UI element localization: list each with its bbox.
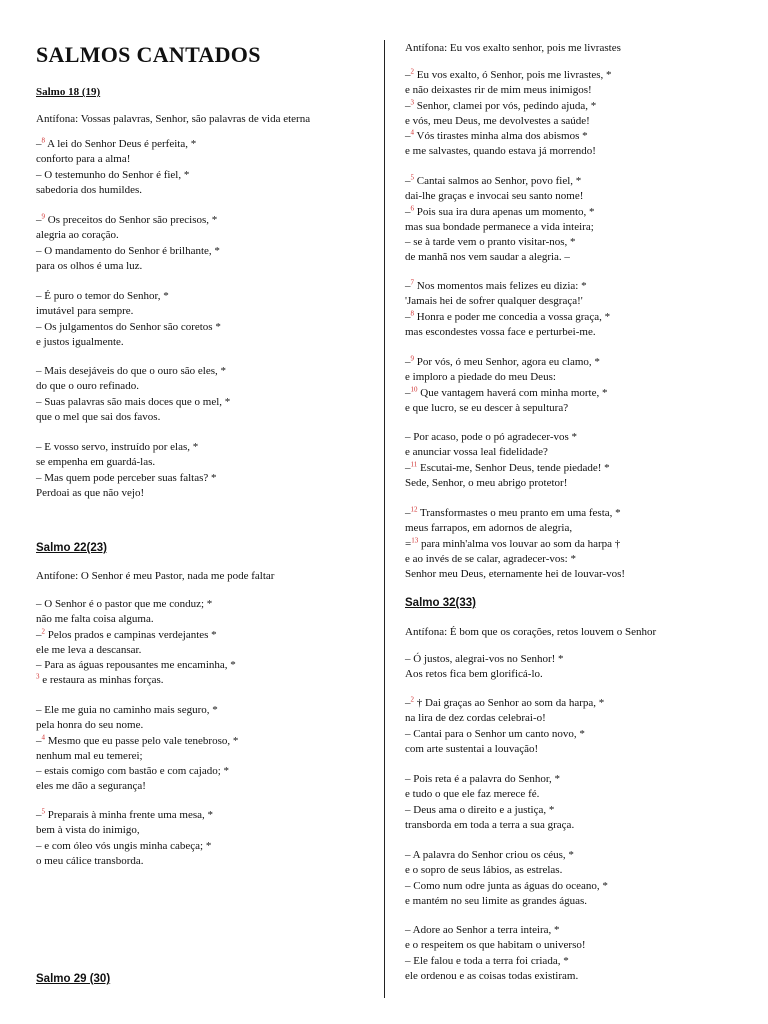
verse-line: ele me leva a descansar. — [36, 643, 142, 656]
verse-number: 2 — [410, 695, 414, 704]
verse-number: 2 — [410, 67, 414, 76]
verse-line: =$^{13}$ para minh'alma vos louvar ao som da harpa † — [405, 535, 621, 550]
verse-line: e não deixastes rir de mim meus inimigos! — [405, 84, 592, 97]
psalm-22-stanza-2 — [36, 703, 238, 795]
verse-number: 8 — [41, 136, 45, 145]
verse-line: – O testemunho do Senhor é fiel, * — [36, 168, 190, 181]
verse-line: – Para as águas repousantes me encaminha, * — [36, 659, 236, 672]
verse-line: –$^{11}$ Escutai-me, Senhor Deus, tende piedade! * — [405, 459, 610, 474]
verse-line: ele ordenou e as coisas todas existiram. — [405, 969, 579, 982]
psalm-29-stanza-1 — [405, 68, 612, 160]
psalm-18-stanza-2 — [36, 213, 220, 274]
verse-line: para os olhos é uma luz. — [36, 259, 143, 272]
verse-line: do que o ouro refinado. — [36, 380, 139, 393]
verse-line: – se à tarde vem o pranto visitar-nos, * — [405, 236, 576, 249]
verse-line: – Ó justos, alegrai-vos no Senhor! * — [405, 653, 564, 665]
verse-line: na lira de dez cordas celebrai-o! — [405, 712, 546, 725]
verse-line: mas escondestes vossa face e perturbei-me. — [405, 325, 596, 338]
verse-line: –$^4$ Vós tirastes minha alma dos abismos * — [405, 128, 588, 143]
verse-line: Senhor meu Deus, eternamente hei de louvar-vos! — [405, 568, 626, 581]
psalm-32-stanza-3 — [405, 772, 574, 833]
verse-line: e o respeitem os que habitam o universo! — [405, 939, 586, 952]
verse-line: – O Senhor é o pastor que me conduz; * — [36, 598, 213, 610]
verse-line: –$^2$ † Dai graças ao Senhor ao som da harpa, * — [405, 695, 605, 709]
psalm-29-stanza-6 — [405, 506, 625, 582]
verse-line: Aos retos fica bem glorificá-lo. — [405, 668, 543, 681]
verse-number: 6 — [410, 203, 414, 212]
verse-line: – Ele falou e toda a terra foi criada, * — [405, 954, 569, 967]
verse-line: Sede, Senhor, o meu abrigo protetor! — [405, 476, 568, 489]
verse-line: –$^2$ Eu vos exalto, ó Senhor, pois me livrastes, * — [405, 67, 612, 81]
verse-line: e imploro a piedade do meu Deus: — [405, 371, 556, 384]
verse-number: 7 — [410, 278, 414, 287]
psalm-29-stanza-5 — [405, 430, 610, 491]
verse-number: 9 — [41, 212, 45, 221]
verse-line: – Mas quem pode perceber suas faltas? * — [36, 471, 217, 484]
verse-line: e mantém no seu limite as grandes águas. — [405, 894, 588, 907]
verse-line: alegria ao coração. — [36, 229, 119, 242]
verse-line: $^3$ e restaura as minhas forças. — [36, 672, 164, 687]
verse-number: 4 — [41, 732, 45, 741]
verse-line: – A palavra do Senhor criou os céus, * — [405, 849, 574, 861]
psalm-29-stanza-4 — [405, 355, 608, 416]
verse-line: –$^3$ Senhor, clamei por vós, pedindo ajuda, * — [405, 97, 597, 112]
verse-line: –$^6$ Pois sua ira dura apenas um momento, * — [405, 203, 595, 218]
verse-number: 3 — [36, 672, 40, 681]
verse-line: – É puro o temor do Senhor, * — [36, 290, 169, 302]
verse-line: transborda em toda a terra a sua graça. — [405, 818, 575, 831]
verse-line: –$^5$ Cantai salmos ao Senhor, povo fiel, * — [405, 173, 582, 187]
verse-number: 2 — [41, 626, 45, 635]
verse-line: e anunciar vossa leal fidelidade? — [405, 446, 548, 459]
verse-line: e que lucro, se eu descer à sepultura? — [405, 401, 569, 414]
verse-line: imutável para sempre. — [36, 305, 134, 318]
verse-line: 'Jamais hei de sofrer qualquer desgraça!' — [405, 295, 583, 308]
verse-line: – Como num odre junta as águas do oceano, * — [405, 879, 608, 892]
verse-number: 3 — [410, 97, 414, 106]
verse-line: dai-lhe graças e invocai seu santo nome! — [405, 190, 584, 203]
psalm-18-stanza-5 — [36, 440, 217, 501]
psalm-18-antifona: Antífona: Vossas palavras, Senhor, são palavras de vida eterna — [36, 113, 311, 125]
verse-line: e tudo o que ele faz merece fé. — [405, 788, 540, 801]
psalm-22-heading: Salmo 22(23) — [36, 542, 107, 554]
psalm-29-stanza-2 — [405, 174, 595, 266]
verse-line: mas sua bondade permanece a vida inteira; — [405, 220, 594, 233]
verse-line: eles me dão a segurança! — [36, 780, 146, 793]
verse-line: pela honra do seu nome. — [36, 719, 144, 732]
verse-line: –$^{10}$ Que vantagem haverá com minha morte, * — [405, 384, 608, 399]
verse-line: –$^4$ Mesmo que eu passe pelo vale tenebroso, * — [36, 732, 239, 747]
verse-number: 9 — [410, 354, 414, 363]
verse-line: – Pois reta é a palavra do Senhor, * — [405, 773, 561, 785]
psalm-29-antifona: Antífona: Eu vos exalto senhor, pois me livrastes — [405, 42, 621, 54]
verse-line: e me salvastes, quando estava já morrendo! — [405, 145, 596, 158]
verse-line: de manhã nos vem saudar a alegria. – — [405, 251, 570, 264]
verse-line: – Cantai para o Senhor um canto novo, * — [405, 727, 585, 740]
verse-line: e vós, meu Deus, me devolvestes a saúde! — [405, 114, 590, 127]
verse-line: e justos igualmente. — [36, 335, 124, 348]
verse-line: – Adore ao Senhor a terra inteira, * — [405, 924, 560, 936]
verse-line: – Deus ama o direito e a justiça, * — [405, 803, 555, 816]
psalm-32-stanza-1 — [405, 652, 564, 683]
page-title: SALMOS CANTADOS — [36, 42, 261, 67]
verse-line: –$^7$ Nos momentos mais felizes eu dizia: * — [405, 278, 587, 292]
verse-line: e o sopro de seus lábios, as estrelas. — [405, 864, 563, 877]
psalm-22-stanza-3 — [36, 808, 213, 869]
verse-number: 5 — [410, 173, 414, 182]
verse-line: – Os julgamentos do Senhor são coretos * — [36, 320, 221, 333]
psalm-29-stanza-3 — [405, 279, 610, 340]
verse-line: e ao invés de se calar, agradecer-vos: * — [405, 552, 576, 565]
verse-line: sabedoria dos humildes. — [36, 183, 143, 196]
verse-number: 12 — [410, 505, 418, 514]
psalm-18-stanza-3 — [36, 289, 221, 350]
verse-line: –$^9$ Os preceitos do Senhor são precisos, * — [36, 212, 218, 226]
verse-line: –$^9$ Por vós, ó meu Senhor, agora eu clamo, * — [405, 354, 600, 368]
verse-line: – Mais desejáveis do que o ouro são eles, * — [36, 365, 227, 377]
psalm-32-stanza-2 — [405, 696, 604, 757]
verse-number: 5 — [41, 807, 45, 816]
verse-line: conforto para a alma! — [36, 153, 131, 166]
psalm-32-stanza-4 — [405, 848, 608, 909]
psalm-32-stanza-5 — [405, 923, 586, 984]
psalm-32-antifona: Antífona: É bom que os corações, retos louvem o Senhor — [405, 626, 657, 638]
verse-line: – estais comigo com bastão e com cajado; * — [36, 765, 230, 778]
verse-line: meus farrapos, em adornos de alegria, — [405, 522, 573, 535]
verse-line: – O mandamento do Senhor é brilhante, * — [36, 244, 220, 257]
verse-number: 4 — [410, 128, 414, 137]
verse-line: que o mel que sai dos favos. — [36, 410, 161, 423]
verse-line: – Ele me guia no caminho mais seguro, * — [36, 704, 218, 716]
psalm-18-stanza-4 — [36, 364, 230, 425]
psalm-29-heading: Salmo 29 (30) — [36, 973, 111, 985]
verse-line: –$^5$ Preparais à minha frente uma mesa, * — [36, 807, 213, 821]
verse-line: – Suas palavras são mais doces que o mel, * — [36, 395, 231, 408]
verse-number: 8 — [410, 308, 414, 317]
verse-line: –$^2$ Pelos prados e campinas verdejantes * — [36, 626, 217, 641]
verse-line: nenhum mal eu temerei; — [36, 749, 143, 762]
verse-number: 10 — [410, 384, 418, 393]
psalm-22-stanza-1 — [36, 597, 236, 689]
verse-line: não me falta coisa alguma. — [36, 613, 154, 626]
verse-line: –$^{12}$ Transformastes o meu pranto em uma festa, * — [405, 505, 621, 519]
verse-line: o meu cálice transborda. — [36, 854, 144, 867]
verse-line: – E vosso servo, instruído por elas, * — [36, 441, 199, 453]
psalm-22-antifona: Antífone: O Senhor é meu Pastor, nada me pode faltar — [36, 570, 275, 582]
column-divider — [384, 40, 385, 998]
verse-number: 13 — [411, 535, 419, 544]
psalm-18-heading: Salmo 18 (19) — [36, 86, 101, 98]
verse-line: –$^8$ Honra e poder me concedia a vossa graça, * — [405, 308, 611, 323]
verse-line: Perdoai as que não vejo! — [36, 486, 145, 499]
verse-line: com arte sustentai a louvação! — [405, 742, 539, 755]
psalm-18-stanza-1 — [36, 137, 196, 198]
psalm-32-heading: Salmo 32(33) — [405, 597, 476, 609]
verse-line: – e com óleo vós ungis minha cabeça; * — [36, 839, 212, 852]
verse-line: – Por acaso, pode o pó agradecer-vos * — [405, 431, 578, 443]
verse-number: 11 — [410, 459, 418, 468]
verse-line: bem à vista do inimigo, — [36, 824, 140, 837]
verse-line: –$^8$ A lei do Senhor Deus é perfeita, * — [36, 136, 197, 150]
verse-line: se empenha em guardá-las. — [36, 456, 156, 469]
